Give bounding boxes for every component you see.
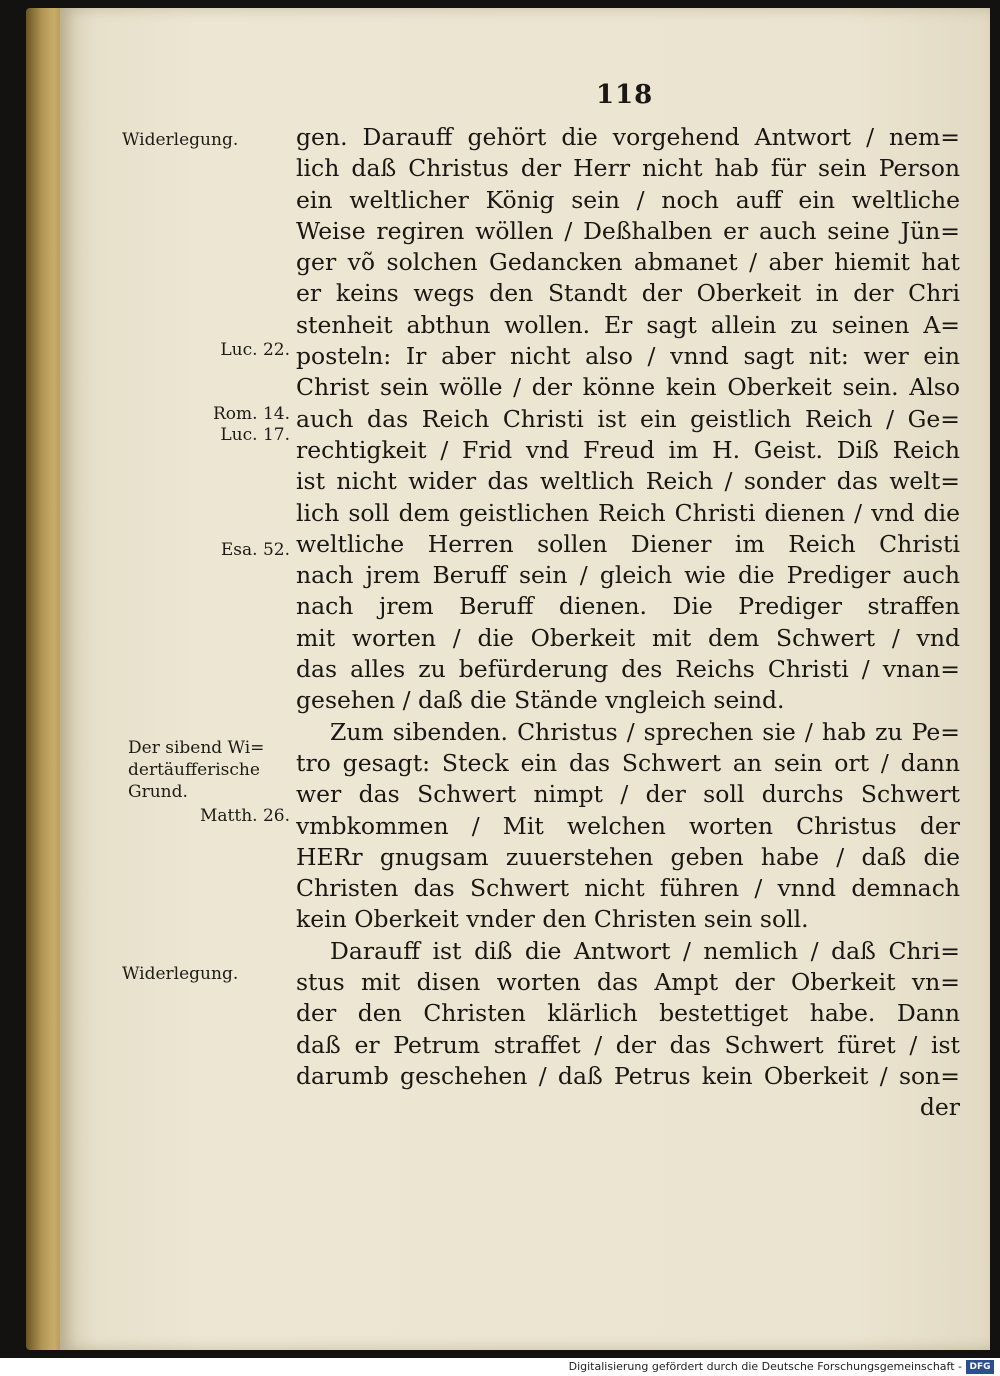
text-line: ist nicht wider das weltlich Reich / sonder das welt=: [296, 467, 960, 496]
text-line: der den Christen klärlich bestettiget habe. Dann: [296, 999, 960, 1028]
margin-note-luc17: Luc. 17.: [220, 425, 290, 445]
text-line: wer das Schwert nimpt / der soll durchs Schwert: [296, 780, 960, 809]
margin-note-sibend-1: Der sibend Wi=: [128, 738, 265, 758]
text-line: nach jrem Beruff dienen. Die Prediger straffen: [296, 592, 960, 621]
footer-bar: [0, 1358, 1000, 1376]
catchword: der: [919, 1093, 960, 1122]
text-line: vmbkommen / Mit welchen worten Christus der: [296, 811, 960, 840]
text-line: ein weltlicher König sein / noch auff ein weltliche: [296, 185, 960, 214]
text-line: Weise regiren wöllen / Deßhalben er auch seine Jün=: [296, 216, 960, 245]
text-line: kein Oberkeit vnder den Christen sein soll.: [296, 905, 809, 934]
margin-note-luc22: Luc. 22.: [220, 340, 290, 360]
text-line: lich soll dem geistlichen Reich Christi dienen / vnd die: [296, 498, 960, 527]
margin-note-sibend-3: Grund.: [128, 782, 188, 802]
footer-credit: Digitalisierung gefördert durch die Deutsche Forschungsgemeinschaft -: [568, 1360, 962, 1373]
margin-note-widerlegung: Widerlegung.: [122, 130, 239, 150]
text-line: daß er Petrum straffet / der das Schwert füret / ist: [296, 1030, 960, 1059]
text-line: lich daß Christus der Herr nicht hab für sein Person: [296, 154, 960, 183]
margin-note-widerlegung-2: Widerlegung.: [122, 964, 239, 984]
margin-note-esa52: Esa. 52.: [220, 540, 290, 560]
margin-note-rom14: Rom. 14.: [213, 404, 290, 424]
text-line: nach jrem Beruff sein / gleich wie die Prediger auch: [296, 561, 960, 590]
margin-note-sibend-2: dertäufferische: [128, 760, 260, 780]
text-line: tro gesagt: Steck ein das Schwert an sein ort / dann: [296, 748, 960, 777]
text-line: Zum sibenden. Christus / sprechen sie / hab zu Pe=: [330, 717, 960, 746]
text-line: er keins wegs den Standt der Oberkeit in der Chri: [296, 279, 960, 308]
text-line: weltliche Herren sollen Diener im Reich Christi: [296, 529, 960, 558]
text-line: gesehen / daß die Stände vngleich seind.: [296, 686, 785, 715]
text-line: mit worten / die Oberkeit mit dem Schwert / vnd: [296, 623, 960, 652]
text-line: auch das Reich Christi ist ein geistlich Reich / Ge=: [296, 404, 960, 433]
text-line: ger võ solchen Gedancken abmanet / aber hiemit hat: [296, 248, 960, 277]
text-line: das alles zu befürderung des Reichs Christi / vnan=: [296, 655, 960, 684]
text-line: rechtigkeit / Frid vnd Freud im H. Geist. Diß Reich: [296, 435, 960, 464]
text-line: Christ sein wölle / der könne kein Oberkeit sein. Also: [296, 373, 960, 402]
text-line: Darauff ist diß die Antwort / nemlich / daß Chri=: [330, 936, 960, 965]
dfg-logo-icon: DFG: [966, 1360, 994, 1374]
text-line: gen. Darauff gehört die vorgehend Antwort / nem=: [296, 123, 960, 151]
margin-note-matth26: Matth. 26.: [200, 806, 290, 826]
text-line: stus mit disen worten das Ampt der Oberkeit vn=: [296, 968, 960, 997]
text-line: posteln: Ir aber nicht also / vnnd sagt nit: wer ein: [296, 342, 960, 371]
text-line: darumb geschehen / daß Petrus kein Oberkeit / son=: [296, 1061, 960, 1090]
text-line: stenheit abthun wollen. Er sagt allein zu seinen A=: [296, 310, 960, 339]
text-line: Christen das Schwert nicht führen / vnnd demnach: [296, 874, 960, 903]
page-number: 118: [596, 80, 654, 110]
text-line: HERr gnugsam zuuerstehen geben habe / daß die: [296, 842, 960, 871]
main-text-block: [296, 122, 960, 1124]
